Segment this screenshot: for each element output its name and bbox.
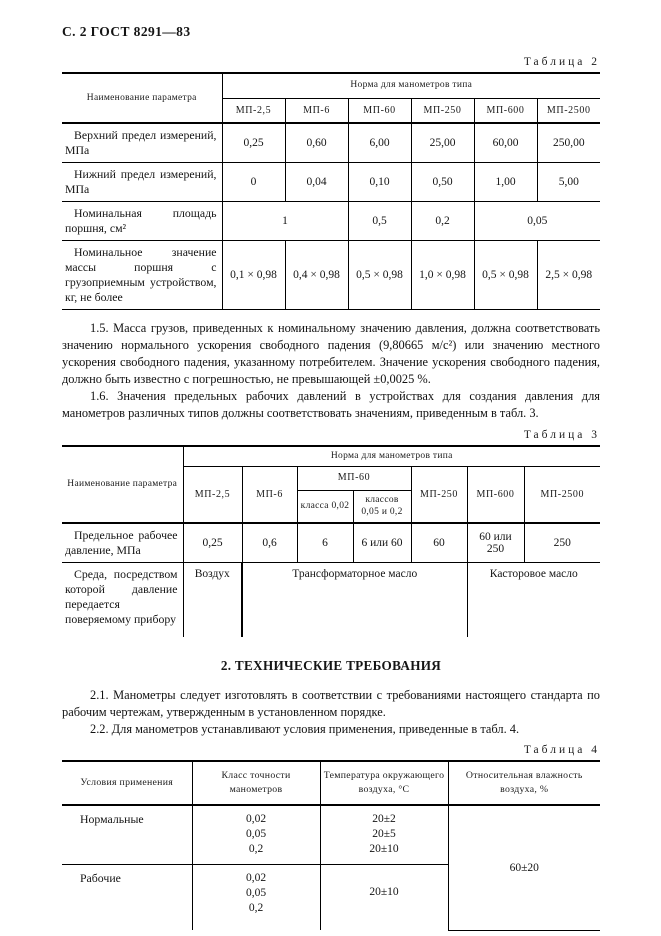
t2-row-label-upper-limit: Верхний предел измерений, МПа bbox=[62, 123, 222, 162]
table2 bbox=[62, 72, 600, 310]
t2-col-header-mp-60: МП-60 bbox=[348, 98, 411, 123]
t2-param-header: Наименование параметра bbox=[62, 73, 222, 123]
table-cell: 0,60 bbox=[285, 123, 348, 162]
t4-row-label-normal: Нормальные bbox=[62, 805, 192, 865]
t3-col-header-class-005-02: классов 0,05 и 0,2 bbox=[353, 490, 411, 523]
table-row bbox=[62, 805, 600, 865]
accuracy-class-value: 0,02 bbox=[245, 812, 267, 825]
paragraph-1-5: 1.5. Масса грузов, приведенных к номинальному значению давления, должна соответствовать значению нормального ускорения свободного падения (9,80665 м/с²) или значению местного ускорения свободного падения, указанному потребителем. Значение ускорения свободного падения, должно быть известно с погрешностью, не превышающей ±0,0025 %. bbox=[62, 320, 600, 386]
table-cell: 0,1 × 0,98 bbox=[222, 240, 285, 309]
table-cell: 25,00 bbox=[411, 123, 474, 162]
table-row bbox=[62, 73, 600, 98]
t3-row-label-max-pressure: Предельное рабочее давление, МПа bbox=[62, 523, 183, 562]
t3-col-header-mp-6: МП-6 bbox=[242, 466, 297, 523]
table-row bbox=[62, 563, 600, 637]
t4-col-header-humidity: Относительная влажность воздуха, % bbox=[448, 761, 600, 805]
table-cell: 60 или 250 bbox=[467, 523, 524, 562]
table-cell: 2,5 × 0,98 bbox=[537, 240, 600, 309]
table-cell: 5,00 bbox=[537, 162, 600, 201]
accuracy-class-value: 0,05 bbox=[245, 887, 267, 900]
t2-row-label-lower-limit: Нижний предел измерений, МПа bbox=[62, 162, 222, 201]
t3-col-header-mp-60: МП-60 bbox=[297, 466, 411, 490]
accuracy-class-value: 0,2 bbox=[248, 902, 264, 915]
table-cell: 0,10 bbox=[348, 162, 411, 201]
t4-col-header-accuracy-class: Класс точности манометров bbox=[192, 761, 320, 805]
table-cell: 250 bbox=[524, 523, 600, 562]
table-cell: 60 bbox=[411, 523, 467, 562]
t2-row-label-piston-mass: Номинальное значение массы поршня с грузоприемным устройством, кг, не более bbox=[62, 240, 222, 309]
t3-norm-header: Норма для манометров типа bbox=[183, 446, 600, 466]
table-cell bbox=[192, 805, 320, 865]
t3-col-header-mp-2500: МП-2500 bbox=[524, 466, 600, 523]
table-cell: 6 bbox=[297, 523, 353, 562]
t4-row-label-working: Рабочие bbox=[62, 865, 192, 931]
table-cell bbox=[192, 865, 320, 931]
table-cell: 0,04 bbox=[285, 162, 348, 201]
table-row bbox=[62, 162, 600, 201]
table-cell: 0,6 bbox=[242, 523, 297, 562]
page-content bbox=[62, 0, 600, 931]
table-cell: 0,05 bbox=[474, 201, 600, 240]
table-cell: Воздух bbox=[183, 563, 242, 637]
t3-col-header-mp-600: МП-600 bbox=[467, 466, 524, 523]
table-row bbox=[62, 123, 600, 162]
temperature-value: 20±5 bbox=[372, 827, 396, 840]
table-cell: Касторовое масло bbox=[467, 563, 600, 637]
table-row bbox=[62, 201, 600, 240]
t2-col-header-mp-600: МП-600 bbox=[474, 98, 537, 123]
t2-col-header-mp-250: МП-250 bbox=[411, 98, 474, 123]
table-cell: 6 или 60 bbox=[353, 523, 411, 562]
t3-param-header: Наименование параметра bbox=[62, 446, 183, 523]
table-cell: 6,00 bbox=[348, 123, 411, 162]
table3-caption: Таблица 3 bbox=[523, 428, 600, 441]
table-cell: Трансформаторное масло bbox=[242, 563, 467, 637]
humidity-value: 60±20 bbox=[448, 805, 600, 931]
accuracy-class-value: 0,02 bbox=[245, 872, 267, 885]
table-cell: 60,00 bbox=[474, 123, 537, 162]
paragraph-2-1: 2.1. Манометры следует изготовлять в соответствии с требованиями настоящего стандарта по рабочим чертежам, утвержденным в установленном порядке. bbox=[62, 687, 600, 719]
table-cell: 0,50 bbox=[411, 162, 474, 201]
table-cell: 1,0 × 0,98 bbox=[411, 240, 474, 309]
table-cell: 250,00 bbox=[537, 123, 600, 162]
table-row bbox=[62, 523, 600, 562]
temperature-value: 20±2 bbox=[372, 812, 396, 825]
t2-col-header-mp-2500: МП-2500 bbox=[537, 98, 600, 123]
t3-row-label-medium: Среда, посредством которой давление передается поверяемому прибору bbox=[62, 563, 183, 637]
table-cell: 0,5 × 0,98 bbox=[348, 240, 411, 309]
temperature-value: 20±10 bbox=[369, 842, 399, 855]
paragraph-1-6: 1.6. Значения предельных рабочих давлений в устройствах для создания давления для манометров различных типов должны соответствовать значениям, приведенным в табл. 3. bbox=[62, 388, 600, 420]
table-row bbox=[62, 761, 600, 805]
table4-caption: Таблица 4 bbox=[523, 743, 600, 756]
accuracy-class-value: 0,05 bbox=[245, 827, 267, 840]
table2-caption: Таблица 2 bbox=[523, 56, 600, 68]
table-cell: 0 bbox=[222, 162, 285, 201]
paragraph-2-2: 2.2. Для манометров устанавливают условия применения, приведенные в табл. 4. bbox=[90, 721, 520, 736]
table-cell: 0,2 bbox=[411, 201, 474, 240]
table-cell bbox=[320, 805, 448, 865]
table-row bbox=[62, 446, 600, 466]
table-cell: 0,5 × 0,98 bbox=[474, 240, 537, 309]
section-2-heading: 2. ТЕХНИЧЕСКИЕ ТРЕБОВАНИЯ bbox=[220, 657, 442, 673]
table-cell: 1 bbox=[222, 201, 348, 240]
t3-col-header-mp-250: МП-250 bbox=[411, 466, 467, 523]
t2-col-header-mp-2-5: МП-2,5 bbox=[222, 98, 285, 123]
t3-col-header-class-002: класса 0,02 bbox=[297, 490, 353, 523]
page-header: С. 2 ГОСТ 8291—83 bbox=[62, 24, 191, 39]
t4-col-header-conditions: Условия применения bbox=[62, 761, 192, 805]
table-cell: 0,25 bbox=[183, 523, 242, 562]
temperature-value: 20±10 bbox=[320, 865, 448, 931]
t2-col-header-mp-6: МП-6 bbox=[285, 98, 348, 123]
table3 bbox=[62, 445, 600, 637]
table-cell: 0,4 × 0,98 bbox=[285, 240, 348, 309]
table-row bbox=[62, 240, 600, 309]
t2-norm-header: Норма для манометров типа bbox=[222, 73, 600, 98]
table4 bbox=[62, 760, 600, 931]
t3-col-header-mp-2-5: МП-2,5 bbox=[183, 466, 242, 523]
t4-col-header-temperature: Температура окружающего воздуха, °С bbox=[320, 761, 448, 805]
table-cell: 0,5 bbox=[348, 201, 411, 240]
accuracy-class-value: 0,2 bbox=[248, 842, 264, 855]
table-cell: 0,25 bbox=[222, 123, 285, 162]
table-cell: 1,00 bbox=[474, 162, 537, 201]
t2-row-label-piston-area: Номинальная площадь поршня, см² bbox=[62, 201, 222, 240]
